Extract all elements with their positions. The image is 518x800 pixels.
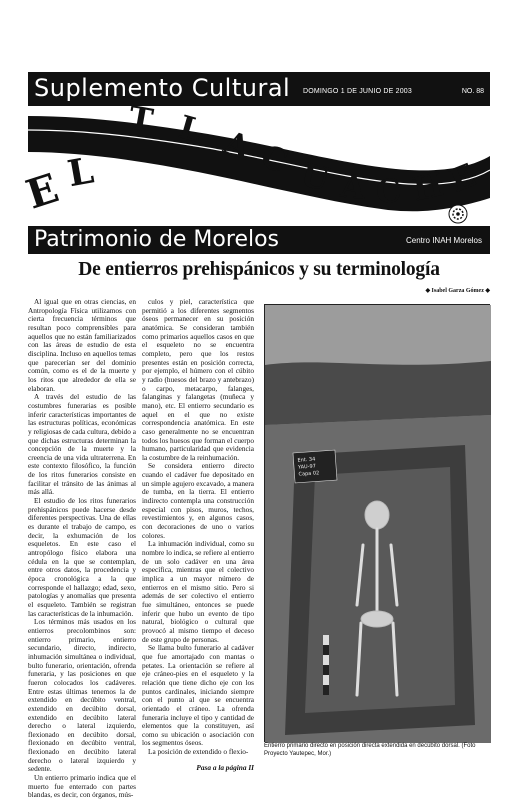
svg-text:H: H — [409, 165, 447, 209]
paragraph: El estudio de los ritos funerarios prehispánicos puede hacerse desde diferentes perspectivas. Una de ellas es durante el trabajo de campo, es decir, la exhumación de los esqueletos. En este caso el antropólogo físico elabora una cédula en la que se contemplan, entre otros datos, la procedencia y época cronológica a la que corresponde el hallazgo; edad, sexo, patologías y anomalías que presenta el esqueleto. También se registran las características de la inhumación. — [28, 496, 136, 618]
paragraph: La inhumación individual, como su nombre lo indica, se refiere al entierro de un solo cadáver en una área específica, mientras que el colectivo implica a un mayor número de entierros en el mismo sitio. Pero si además de ser colectivo el entierro fue simultáneo, entonces se puede inferir que hubo un evento de tipo natural, biológico o cultural que provocó al mismo tiempo el deceso de este grupo de personas. — [142, 539, 254, 644]
burial-photo — [264, 304, 490, 742]
paragraph: Se llama bulto funerario al cadáver que fue amortajado con mantas o petates. La orientación se refiere al eje cráneo-pies en el esqueleto y la relación que tiene dicho eje con los puntos cardinales, iniciando siempre con el punto al que se encuentra orientado el cráneo. La ofrenda funeraria incluye el tipo y cantidad de elementos que la constituyen, así como su ubicación o asociación con los segmentos óseos. — [142, 643, 254, 748]
paragraph: La posición de extendido o flexio- — [148, 747, 249, 757]
series-title: Patrimonio de Morelos — [34, 227, 280, 252]
paragraph: culos y piel, característica que permitió a los diferentes segmentos óseos permanecer en su posición anatómica. Se consideran también como primarios aquellos casos en que el esqueleto no se encuentra completo, pero que los restos presentes están en posición correcta, por ejemplo, el húmero con el cúbito y radio (huesos del brazo y antebrazo) o carpo, metacarpo, falanges, falanginas y falangetas (muñeca y mano), etc. El entierro secundario es aquel en el que no existe correspondencia anatómica. En este caso generalmente no se encuentran todos los huesos que forman el cuerpo humano, particularidad que evidencia la costumbre de la reinhumación. — [142, 297, 254, 462]
continued-note: Pasa a la página II — [196, 763, 254, 772]
svg-text:Ent. 34: Ent. 34 — [297, 456, 316, 464]
svg-text:C: C — [256, 136, 293, 182]
svg-text:E: E — [444, 155, 481, 201]
svg-text:L: L — [174, 107, 207, 151]
institution-name: Centro INAH Morelos — [405, 236, 482, 245]
svg-text:C: C — [374, 171, 403, 211]
masthead-top-bar — [28, 72, 490, 106]
article-author: ◆ Isabel Garza Gómez ◆ — [425, 288, 490, 294]
article-column-2 — [142, 298, 254, 772]
article-headline: De entierros prehispánicos y su terminología — [78, 259, 440, 280]
svg-text:T: T — [125, 98, 156, 140]
paragraph: Se considera entierro directo cuando el cadáver fue depositado en un simple agujero excavado, a manera de tumba, en la tierra. El entierro indirecto contempla una construcción especial con pisos, muros, techos, revestimientos y, en algunos casos, con decoraciones de uno o varios colores. — [142, 461, 254, 540]
article-column-1 — [28, 297, 136, 800]
issue-date: DOMINGO 1 DE JUNIO DE 2003 — [302, 88, 412, 95]
photo-caption: Entierro primario directo en posición directa extendida en decúbito dorsal. (Foto Proyecto Yautepec, Mor.) — [264, 743, 476, 757]
paragraph: Al igual que en otras ciencias, en Antropología Física utilizamos con cierta frecuencia términos que resultan poco comprensibles para aquellos que no están familiarizados con las áreas de estudio de esta disciplina. Incluso en aquellos temas que parecerían ser del dominio común, como es el de la muerte y los ritos que alrededor de ella se elaboran. — [28, 297, 136, 393]
issue-number: NO. 88 — [461, 88, 484, 95]
paragraph: A través del estudio de las costumbres funerarias es posible inferir características importantes de las estructuras políticas, económicas y religiosas de cada cultura, debido a que dichas estructuras determinan la concepción de la muerte y la creencia de una vida ultraterrena. En este contexto filosófico, la función de los ritos funerarios consiste en facilitar el tránsito de las ánimas al más allá. — [28, 392, 136, 497]
paragraph: Los términos más usados en los entierros precolombinos son: entierro primario, entierro secundario, directo, indirecto, inhumación simultánea o individual, bulto funerario, orientación, ofrenda funeraria, y las posiciones en que fueron colocados los cadáveres. Entre estas últimas tenemos la de extendido en decúbito ventral, extendido en decúbito dorsal, extendido en decúbito lateral derecho o lateral izquierdo, flexionado en decúbito dorsal, flexionado en decúbito ventral, flexionado en decúbito lateral derecho o lateral izquierdo y sedente. — [28, 617, 136, 774]
masthead-bottom-bar — [28, 226, 490, 254]
svg-text:Capa 02: Capa 02 — [298, 470, 320, 478]
svg-text:U: U — [296, 155, 334, 200]
svg-text:A: A — [219, 123, 255, 167]
svg-text:YAU-97: YAU-97 — [297, 463, 317, 471]
svg-text:A: A — [338, 166, 368, 208]
el-tlacuache-logo — [20, 98, 490, 226]
svg-text:E: E — [20, 164, 65, 219]
paragraph: Un entierro primario indica que el muerto fue enterrado con partes blandas, es decir, con órganos, mús- — [28, 773, 136, 800]
supplement-title: Suplemento Cultural — [34, 74, 291, 102]
svg-text:L: L — [64, 149, 97, 196]
inah-emblem-icon — [449, 205, 467, 223]
